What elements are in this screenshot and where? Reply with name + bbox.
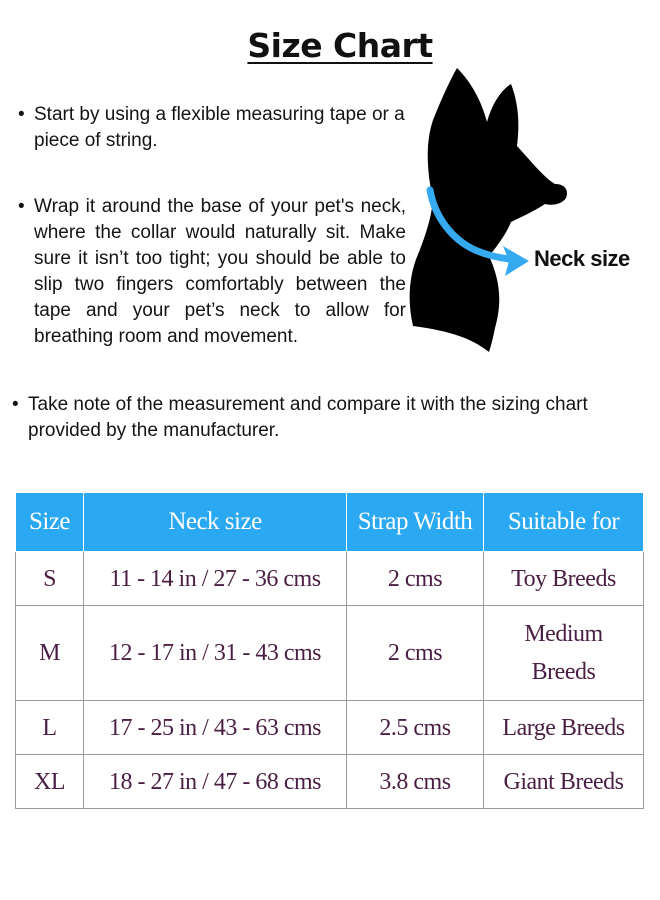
instruction-bullet-3 [12,392,628,444]
table-row [16,552,644,606]
dog-head-silhouette-icon [395,60,655,360]
cell-suitable-for: Giant Breeds [484,755,644,809]
cell-strap-width: 2 cms [347,606,484,701]
header-strap-width: Strap Width [347,493,484,552]
header-suitable-for: Suitable for [484,493,644,552]
instruction-text-2: Wrap it around the base of your pet's neck, where the collar would naturally sit. Make sure it isn’t too tight; you should be able to slip two fingers comfortably between the tape and your pet’s neck to allow for breathing room and movement. [34,196,406,347]
cell-size: L [16,701,84,755]
neck-size-label: Neck size [534,246,630,271]
cell-suitable-for: Large Breeds [484,701,644,755]
cell-neck-size: 18 - 27 in / 47 - 68 cms [84,755,347,809]
table-row [16,755,644,809]
instruction-text-1: Start by using a flexible measuring tape or a piece of string. [34,104,405,151]
page-title: Size Chart [247,26,433,65]
bullet-dot: • [18,196,25,217]
header-neck-size: Neck size [84,493,347,552]
size-chart-table [15,492,644,809]
cell-suitable-for: Toy Breeds [484,552,644,606]
table-header-row [16,493,644,552]
cell-strap-width: 3.8 cms [347,755,484,809]
instruction-text-3: Take note of the measurement and compare it with the sizing chart provided by the manufacturer. [28,394,588,441]
cell-size: M [16,606,84,701]
cell-suitable-for: Medium Breeds [484,606,644,701]
cell-strap-width: 2 cms [347,552,484,606]
cell-neck-size: 17 - 25 in / 43 - 63 cms [84,701,347,755]
header-size: Size [16,493,84,552]
instruction-bullet-2 [18,194,406,350]
bullet-dot: • [18,104,25,125]
cell-neck-size: 12 - 17 in / 31 - 43 cms [84,606,347,701]
cell-size: S [16,552,84,606]
table-row [16,701,644,755]
table-row [16,606,644,701]
cell-strap-width: 2.5 cms [347,701,484,755]
cell-size: XL [16,755,84,809]
cell-neck-size: 11 - 14 in / 27 - 36 cms [84,552,347,606]
bullet-dot: • [12,394,19,415]
instruction-bullet-1 [18,102,414,154]
